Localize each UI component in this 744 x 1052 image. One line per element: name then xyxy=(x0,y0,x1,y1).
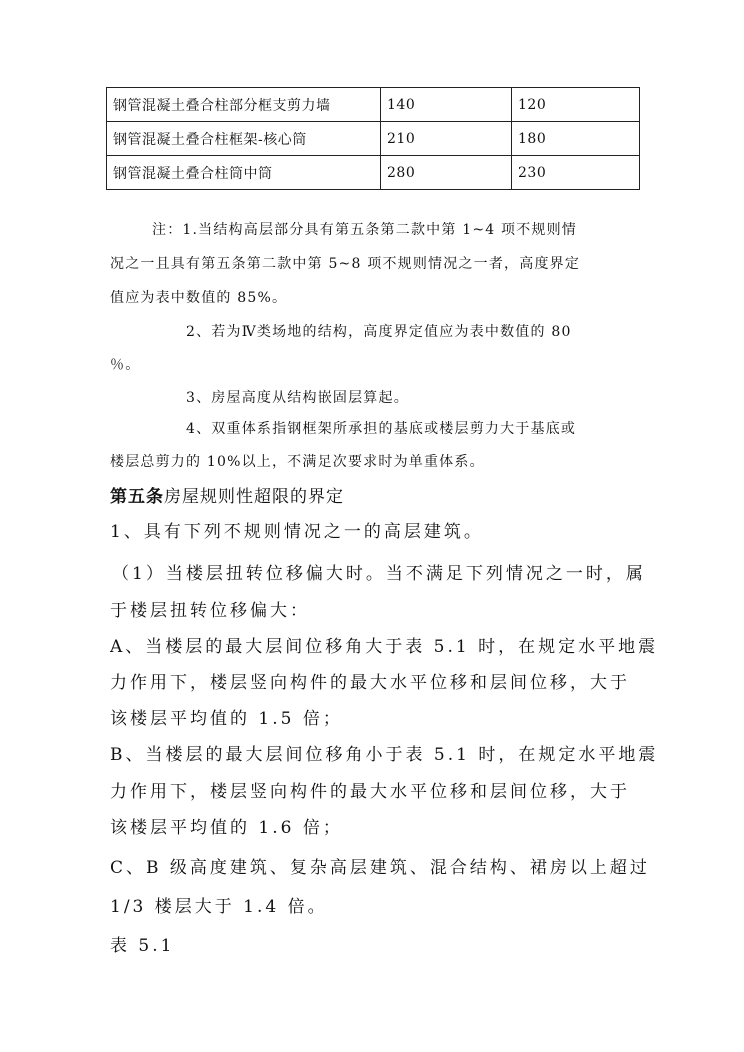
body-line: 1/3 楼层大于 1.4 倍。 xyxy=(110,897,328,917)
value-cell: 230 xyxy=(512,156,640,190)
body-line: 1、具有下列不规则情况之一的高层建筑。 xyxy=(110,522,484,542)
section-heading xyxy=(110,482,344,507)
height-limit-table xyxy=(106,87,640,190)
body-line: C、B 级高度建筑、复杂高层建筑、混合结构、裙房以上超过 xyxy=(110,858,650,878)
note-1-line-3: 值应为表中数值的 85%。 xyxy=(110,290,288,306)
body-line: B、当楼层的最大层间位移角小于表 5.1 时，在规定水平地震 xyxy=(110,745,659,765)
value-cell: 140 xyxy=(381,88,512,122)
value-cell: 210 xyxy=(381,122,512,156)
value-cell: 120 xyxy=(512,88,640,122)
table-row xyxy=(107,122,640,156)
body-line: A、当楼层的最大层间位移角大于表 5.1 时，在规定水平地震 xyxy=(110,637,659,657)
note-4-line-1: 4、双重体系指钢框架所承担的基底或楼层剪力大于基底或 xyxy=(186,421,577,437)
body-line: 该楼层平均值的 1.5 倍； xyxy=(110,709,343,729)
body-line: （1）当楼层扭转位移偏大时。当不满足下列情况之一时，属 xyxy=(112,564,646,584)
note-4-line-2: 楼层总剪力的 10%以上，不满足次要求时为单重体系。 xyxy=(110,454,485,470)
table-row xyxy=(107,156,640,190)
structure-type-cell: 钢管混凝土叠合柱框架-核心筒 xyxy=(107,122,381,156)
body-line: 于楼层扭转位移偏大： xyxy=(110,601,310,621)
body-line: 力作用下，楼层竖向构件的最大水平位移和层间位移，大于 xyxy=(110,782,630,802)
note-2-line-2: ％。 xyxy=(110,357,141,373)
note-2-line-1: 2、若为Ⅳ类场地的结构，高度界定值应为表中数值的 80 xyxy=(186,324,572,340)
note-3-line-1: 3、房屋高度从结构嵌固层算起。 xyxy=(186,390,409,406)
structure-type-cell: 钢管混凝土叠合柱筒中筒 xyxy=(107,156,381,190)
structure-type-cell: 钢管混凝土叠合柱部分框支剪力墙 xyxy=(107,88,381,122)
section-label: 第五条 xyxy=(110,487,164,507)
note-1-line-2: 况之一且具有第五条第二款中第 5~8 项不规则情况之一者，高度界定 xyxy=(110,256,581,272)
body-line: 该楼层平均值的 1.6 倍； xyxy=(110,818,343,838)
value-cell: 180 xyxy=(512,122,640,156)
table-row xyxy=(107,88,640,122)
value-cell: 280 xyxy=(381,156,512,190)
note-1-line-1: 注：1.当结构高层部分具有第五条第二款中第 1~4 项不规则情 xyxy=(152,222,578,238)
section-title: 房屋规则性超限的界定 xyxy=(164,487,344,507)
body-line: 力作用下，楼层竖向构件的最大水平位移和层间位移，大于 xyxy=(110,673,630,693)
table-caption: 表 5.1 xyxy=(110,936,175,956)
